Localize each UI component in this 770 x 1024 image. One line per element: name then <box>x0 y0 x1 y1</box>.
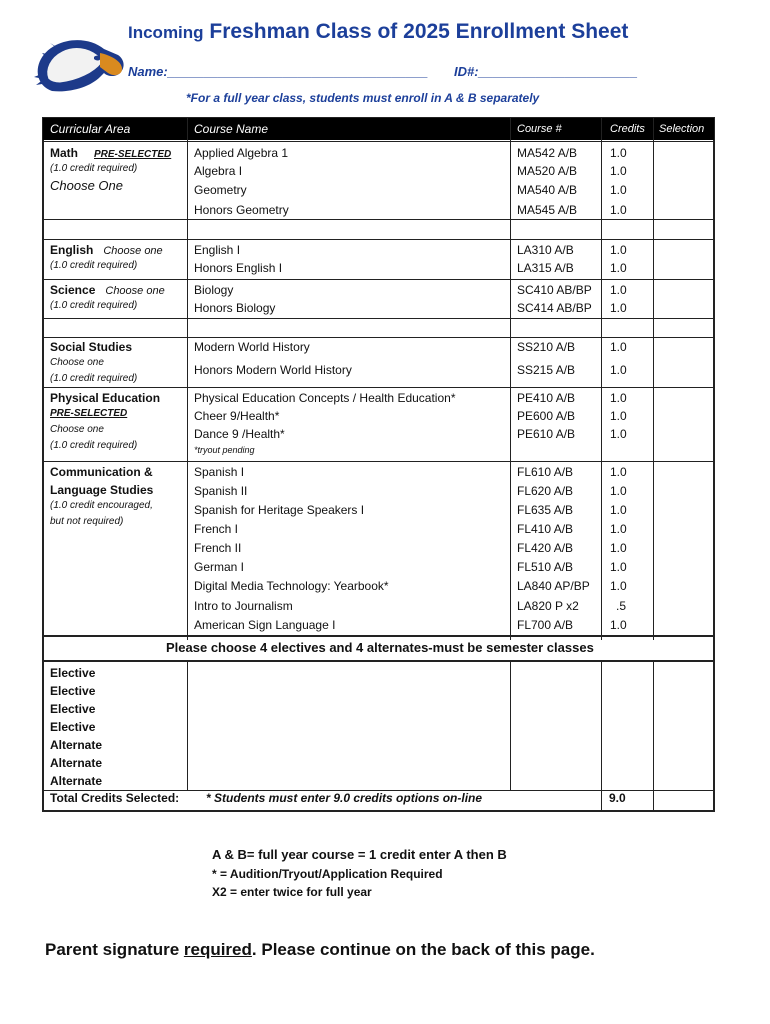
course-credits: 1.0 <box>610 484 627 498</box>
area-science: Science Choose one <box>50 283 165 297</box>
math-preselected-tag: PRE-SELECTED <box>94 149 172 160</box>
legend-asterisk: * = Audition/Tryout/Application Required <box>212 867 443 881</box>
social-requirement: (1.0 credit required) <box>50 373 138 384</box>
name-field[interactable]: Name:____________________________________ <box>128 64 429 79</box>
course-credits: 1.0 <box>610 522 627 536</box>
course-name: Geometry <box>194 183 247 197</box>
course-code: PE610 A/B <box>517 427 576 441</box>
course-code: PE600 A/B <box>517 409 576 423</box>
course-name: Honors Geometry <box>194 203 289 217</box>
legend-x2: X2 = enter twice for full year <box>212 885 372 899</box>
course-code: FL635 A/B <box>517 503 574 517</box>
area-communication: Communication & <box>50 465 153 479</box>
course-code: SC414 AB/BP <box>517 301 592 315</box>
course-credits: 1.0 <box>610 146 627 160</box>
area-physical-education: Physical Education <box>50 391 161 405</box>
course-name: Spanish I <box>194 465 245 479</box>
col-course-number: Course # <box>517 123 562 135</box>
total-credits-note: * Students must enter 9.0 credits options on-line <box>206 791 483 805</box>
legend-ab: A & B= full year course = 1 credit enter A then B <box>212 847 507 862</box>
course-credits: 1.0 <box>610 503 627 517</box>
title-prefix: Incoming <box>128 23 204 42</box>
electives-banner: Please choose 4 electives and 4 alternates-must be semester classes <box>166 640 594 655</box>
course-name: Modern World History <box>194 340 310 354</box>
course-code: MA545 A/B <box>517 203 578 217</box>
course-credits: 1.0 <box>610 301 627 315</box>
col-selection: Selection <box>659 123 705 135</box>
pe-requirement: (1.0 credit required) <box>50 440 138 451</box>
course-credits: 1.0 <box>610 391 627 405</box>
pe-preselected-tag: PRE-SELECTED <box>50 408 128 419</box>
course-credits: 1.0 <box>610 579 627 593</box>
course-name: Applied Algebra 1 <box>194 146 289 160</box>
elective-row-label: Elective <box>50 702 96 716</box>
course-credits: 1.0 <box>610 340 627 354</box>
area-social-studies: Social Studies <box>50 340 133 354</box>
course-credits: 1.0 <box>610 427 627 441</box>
course-credits: 1.0 <box>610 283 627 297</box>
parent-signature-notice: Parent signature required. Please continue on the back of this page. <box>45 940 595 959</box>
course-name: French II <box>194 541 242 555</box>
course-name: Cheer 9/Health* <box>194 409 280 423</box>
course-name: Honors English I <box>194 261 283 275</box>
course-credits: 1.0 <box>610 560 627 574</box>
course-name: Algebra I <box>194 164 243 178</box>
course-code: PE410 A/B <box>517 391 576 405</box>
course-code: FL700 A/B <box>517 618 574 632</box>
course-name: Honors Modern World History <box>194 363 352 377</box>
course-credits: 1.0 <box>610 243 627 257</box>
total-credits-label: Total Credits Selected: <box>50 791 180 805</box>
course-credits: 1.0 <box>610 183 627 197</box>
course-name: German I <box>194 560 245 574</box>
course-credits: 1.0 <box>610 164 627 178</box>
area-english: English Choose one <box>50 243 163 257</box>
elective-row-label: Elective <box>50 720 96 734</box>
course-name: English I <box>194 243 241 257</box>
area-math: Math PRE-SELECTED <box>50 146 172 160</box>
course-credits: .5 <box>616 599 627 613</box>
col-course-name: Course Name <box>194 122 269 136</box>
course-code: LA310 A/B <box>517 243 574 257</box>
course-name: Honors Biology <box>194 301 276 315</box>
course-code: SS210 A/B <box>517 340 576 354</box>
col-credits: Credits <box>610 123 645 135</box>
course-code: FL410 A/B <box>517 522 574 536</box>
course-code: SC410 AB/BP <box>517 283 592 297</box>
id-field[interactable]: ID#:______________________ <box>454 64 638 79</box>
course-code: SS215 A/B <box>517 363 576 377</box>
tryout-note: *tryout pending <box>194 445 255 455</box>
alternate-row-label: Alternate <box>50 738 103 752</box>
english-requirement: (1.0 credit required) <box>50 260 138 271</box>
course-credits: 1.0 <box>610 203 627 217</box>
course-credits: 1.0 <box>610 409 627 423</box>
course-credits: 1.0 <box>610 541 627 555</box>
course-code: FL510 A/B <box>517 560 574 574</box>
social-choose: Choose one <box>50 357 104 368</box>
course-credits: 1.0 <box>610 465 627 479</box>
lang-requirement-2: but not required) <box>50 516 124 527</box>
course-name: French I <box>194 522 239 536</box>
course-credits: 1.0 <box>610 261 627 275</box>
course-code: LA315 A/B <box>517 261 574 275</box>
course-code: LA840 AP/BP <box>517 579 590 593</box>
course-code: LA820 P x2 <box>517 599 579 613</box>
course-name: Spanish for Heritage Speakers I <box>194 503 365 517</box>
course-code: MA542 A/B <box>517 146 578 160</box>
lang-requirement-1: (1.0 credit encouraged, <box>50 500 153 511</box>
course-name: Intro to Journalism <box>194 599 293 613</box>
course-name: Physical Education Concepts / Health Education* <box>194 391 456 405</box>
full-year-note: *For a full year class, students must enroll in A & B separately <box>186 91 540 105</box>
course-code: MA520 A/B <box>517 164 578 178</box>
total-credits-value: 9.0 <box>609 791 626 805</box>
course-code: MA540 A/B <box>517 183 578 197</box>
course-name: Dance 9 /Health* <box>194 427 285 441</box>
alternate-row-label: Alternate <box>50 774 103 788</box>
area-language-studies: Language Studies <box>50 483 154 497</box>
science-requirement: (1.0 credit required) <box>50 300 138 311</box>
title-main: Freshman Class of 2025 Enrollment Sheet <box>209 20 629 43</box>
course-credits: 1.0 <box>610 618 627 632</box>
alternate-row-label: Alternate <box>50 756 103 770</box>
math-requirement: (1.0 credit required) <box>50 163 138 174</box>
course-name: American Sign Language I <box>194 618 336 632</box>
course-name: Spanish II <box>194 484 248 498</box>
course-code: FL620 A/B <box>517 484 574 498</box>
course-credits: 1.0 <box>610 363 627 377</box>
elective-row-label: Elective <box>50 666 96 680</box>
course-name: Biology <box>194 283 234 297</box>
course-name: Digital Media Technology: Yearbook* <box>194 579 389 593</box>
pe-choose: Choose one <box>50 424 104 435</box>
page-title <box>128 20 628 44</box>
col-curricular-area: Curricular Area <box>50 122 131 136</box>
elective-row-label: Elective <box>50 684 96 698</box>
math-choose: Choose One <box>50 178 123 193</box>
course-code: FL610 A/B <box>517 465 574 479</box>
eagle-mascot-logo <box>30 33 130 97</box>
course-code: FL420 A/B <box>517 541 574 555</box>
